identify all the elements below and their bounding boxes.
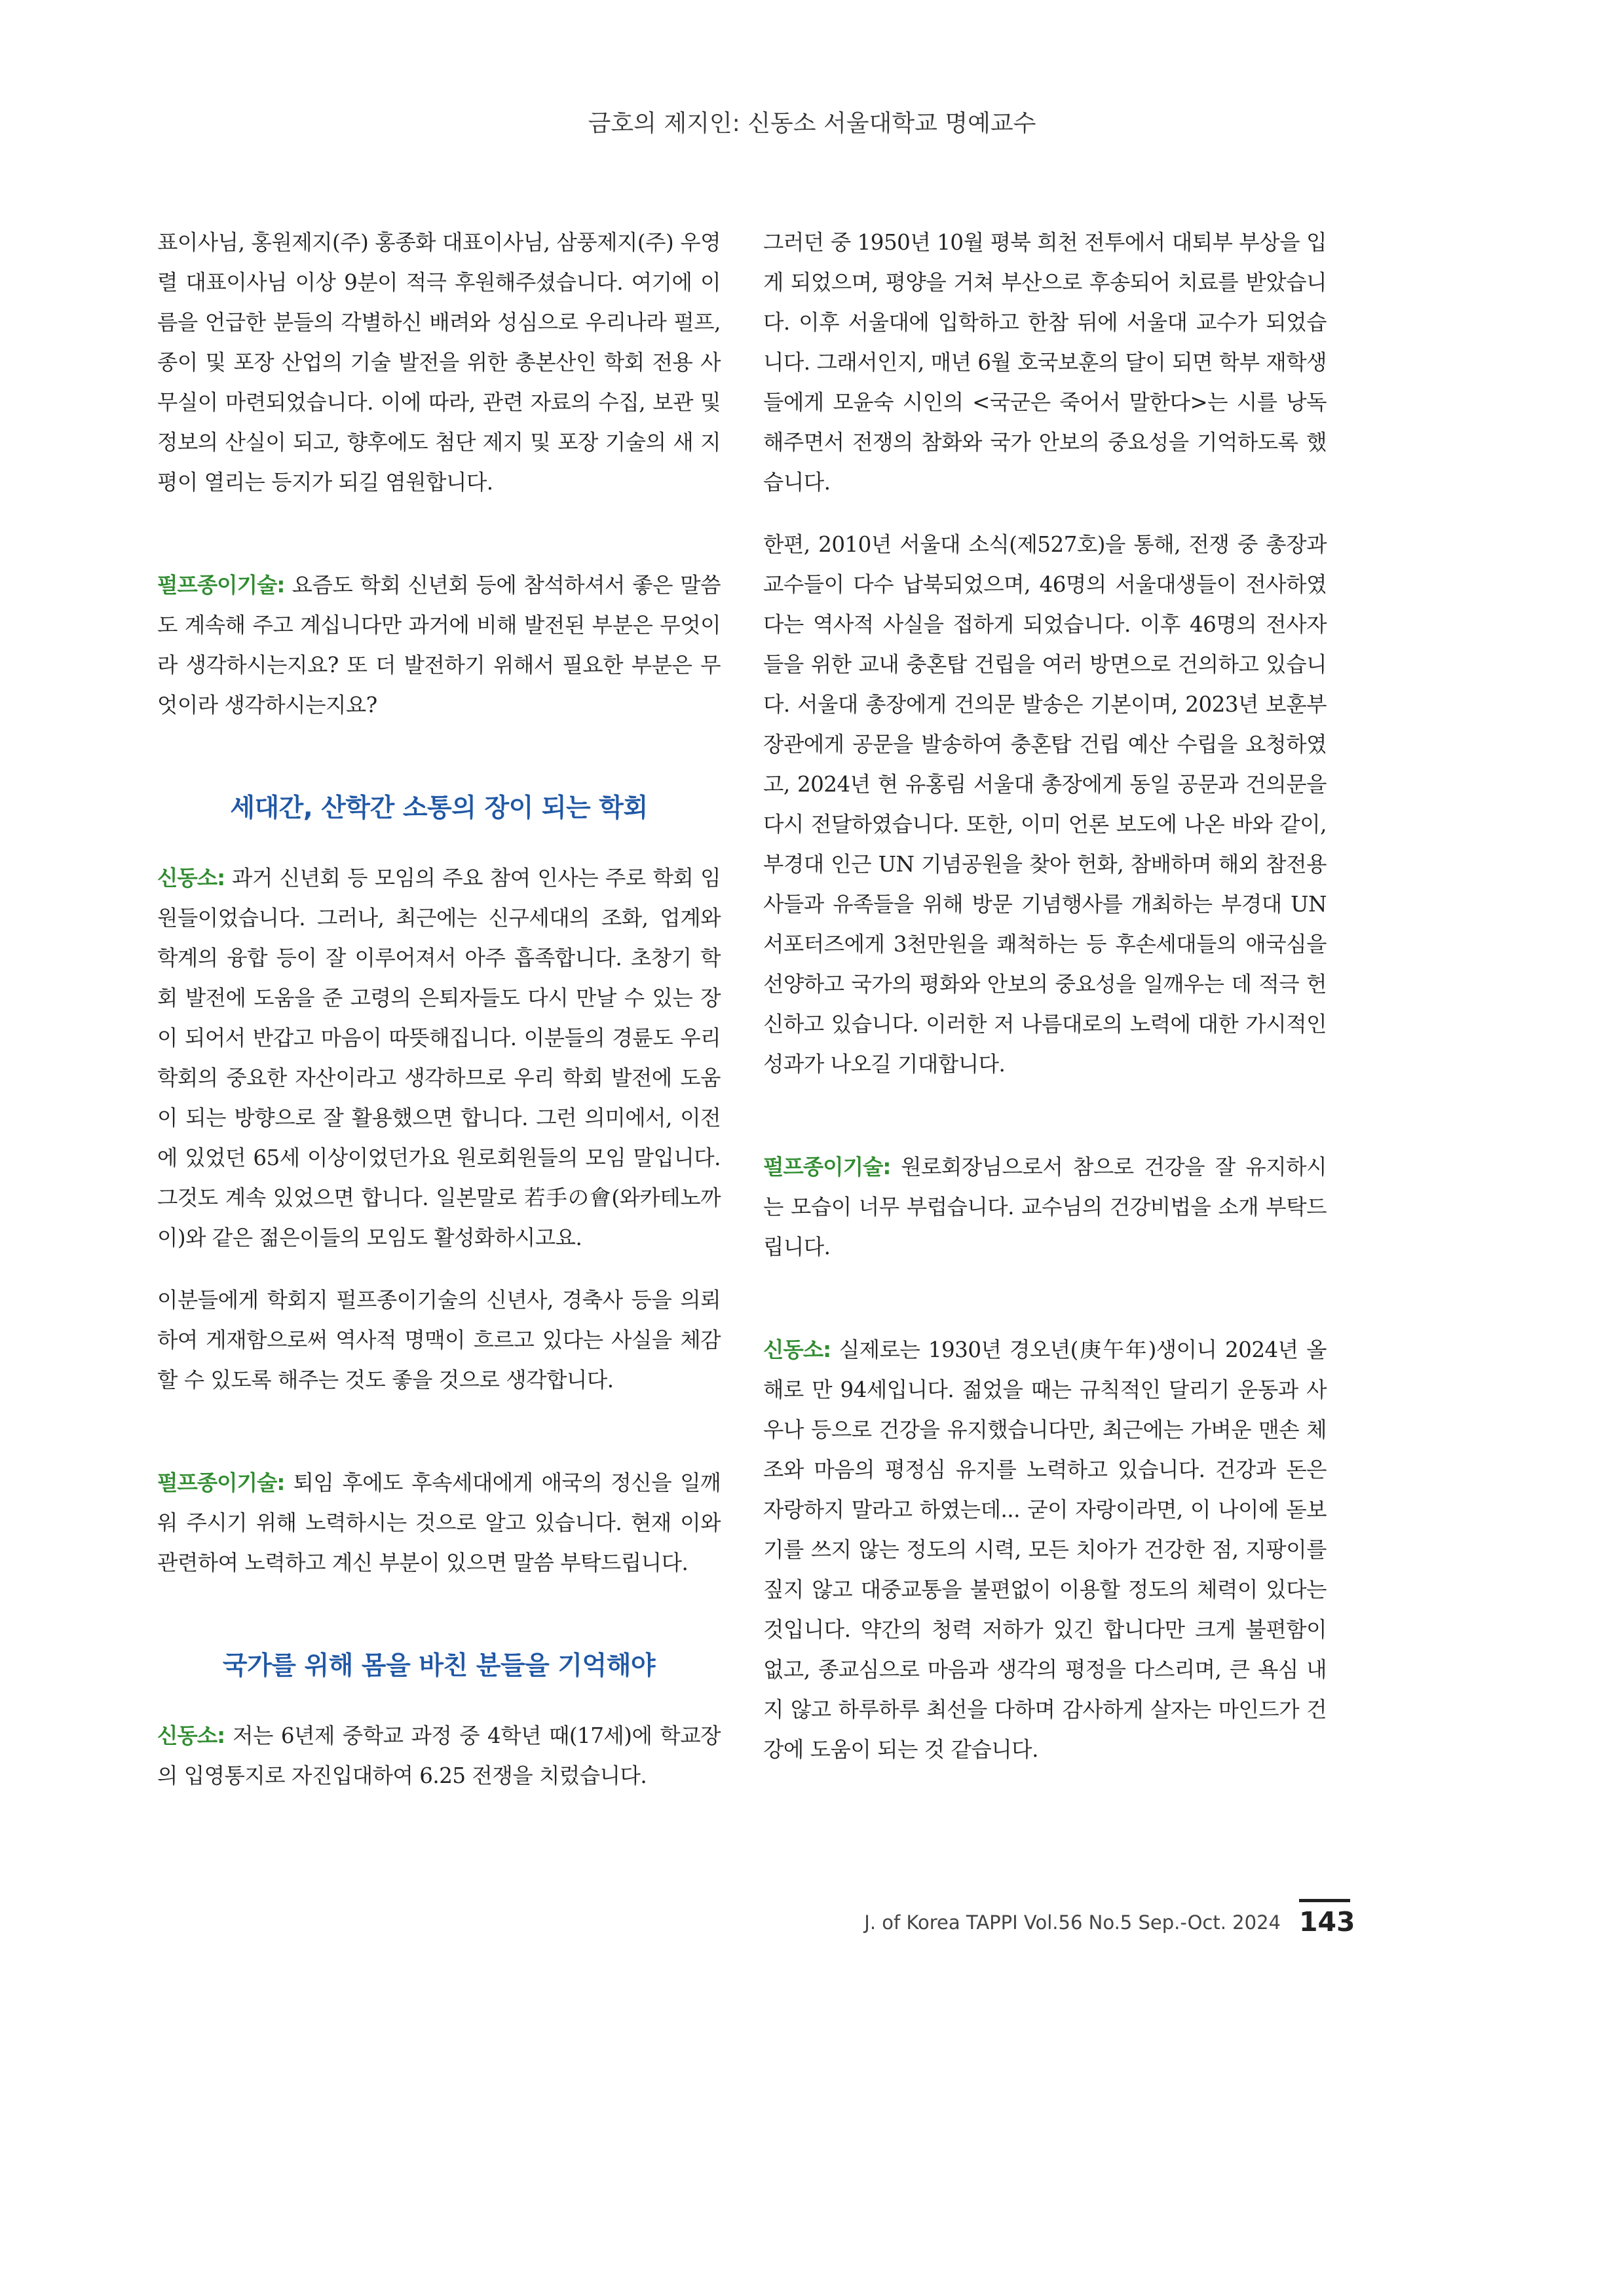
answer-paragraph [763,1330,1327,1770]
answer-text: 실제로는 1930년 경오년(庚午年)생이니 2024년 올해로 만 94세입니다. 젊었을 때는 규칙적인 달리기 운동과 사우나 등으로 건강을 유지했습니다만, 최근에는 가벼운 맨손 체조와 마음의 평정심 유지를 노력하고 있습니다. 건강과 돈은 자랑하지 말라고 하였는데... 굳이 자랑이라면, 이 나이에 돋보기를 쓰지 않는 정도의 시력, 모든 치아가 건강한 점, 지팡이를 짚지 않고 대중교통을 불편없이 이용할 정도의 체력이 있다는 것입니다. 약간의 청력 저하가 있긴 합니다만 크게 불편함이 없고, 종교심으로 마음과 생각의 평정을 다스리며, 큰 욕심 내지 않고 하루하루 최선을 다하며 감사하게 살자는 마인드가 건강에 도움이 되는 것 같습니다. [763,1337,1327,1762]
section-heading: 세대간, 산학간 소통의 장이 되는 학회 [230,794,648,823]
speaker-label: 신동소: [157,866,225,890]
page-number: 143 [1299,1899,1350,1938]
speaker-label: 신동소: [763,1337,831,1362]
journal-citation: J. of Korea TAPPI Vol.56 No.5 Sep.-Oct. 2024 [864,1911,1281,1934]
right-column [763,223,1327,1792]
speaker-label: 신동소: [157,1723,225,1748]
paragraph: 표이사님, 홍원제지(주) 홍종화 대표이사님, 삼풍제지(주) 우영렬 대표이사님 이상 9분이 적극 후원해주셨습니다. 여기에 이름을 언급한 분들의 각별하신 배려와 성심으로 우리나라 펄프, 종이 및 포장 산업의 기술 발전을 위한 총본산인 학회 전용 사무실이 마련되었습니다. 이에 따라, 관련 자료의 수집, 보관 및 정보의 산실이 되고, 향후에도 첨단 제지 및 포장 기술의 새 지평이 열리는 등지가 되길 염원합니다. [157,230,721,495]
running-header: 금호의 제지인: 신동소 서울대학교 명예교수 [588,110,1036,137]
answer-text: 저는 6년제 중학교 과정 중 4학년 때(17세)에 학교장의 입영통지로 자진입대하여 6.25 전쟁을 치렀습니다. [157,1723,721,1788]
question-text: 퇴임 후에도 후속세대에게 애국의 정신을 일깨워 주시기 위해 노력하시는 것으로 알고 있습니다. 현재 이와 관련하여 노력하고 계신 부분이 있으면 말씀 부탁드립니다. [157,1470,721,1575]
question-paragraph [157,1463,721,1583]
left-column [157,223,721,1818]
speaker-label: 펄프종이기술: [763,1155,891,1179]
speaker-label: 펄프종이기술: [157,1470,285,1495]
section-heading: 국가를 위해 몸을 바친 분들을 기억해야 [222,1651,656,1681]
question-text: 요즘도 학회 신년회 등에 참석하셔서 좋은 말씀도 계속해 주고 계십니다만 과거에 비해 발전된 부분은 무엇이라 생각하시는지요? 또 더 발전하기 위해서 필요한 부분은 무엇이라 생각하시는지요? [157,573,721,718]
question-paragraph [763,1147,1327,1267]
question-text: 원로회장님으로서 참으로 건강을 잘 유지하시는 모습이 너무 부럽습니다. 교수님의 건강비법을 소개 부탁드립니다. [763,1155,1327,1259]
answer-paragraph [157,858,721,1258]
speaker-label: 펄프종이기술: [157,573,285,598]
answer-paragraph [157,1716,721,1796]
answer-text: 과거 신년회 등 모임의 주요 참여 인사는 주로 학회 임원들이었습니다. 그러나, 최근에는 신구세대의 조화, 업계와 학계의 융합 등이 잘 이루어져서 아주 흡족합니다. 초창기 학회 발전에 도움을 준 고령의 은퇴자들도 다시 만날 수 있는 장이 되어서 반갑고 마음이 따뜻해집니다. 이분들의 경륜도 우리 학회의 중요한 자산이라고 생각하므로 우리 학회 발전에 도움이 되는 방향으로 잘 활용했으면 합니다. 그런 의미에서, 이전에 있었던 65세 이상이었던가요 원로회원들의 모임 말입니다. 그것도 계속 있었으면 합니다. 일본말로 若手の會(와카테노까이)와 같은 젊은이들의 모임도 활성화하시고요. [157,866,721,1250]
question-paragraph [157,565,721,725]
paragraph: 그러던 중 1950년 10월 평북 희천 전투에서 대퇴부 부상을 입게 되었으며, 평양을 거쳐 부산으로 후송되어 치료를 받았습니다. 이후 서울대에 입학하고 한참 뒤에 서울대 교수가 되었습니다. 그래서인지, 매년 6월 호국보훈의 달이 되면 학부 재학생들에게 모윤숙 시인의 <국군은 죽어서 말한다>는 시를 낭독해주면서 전쟁의 참화와 국가 안보의 중요성을 기억하도록 했습니다. [763,230,1327,495]
paragraph: 이분들에게 학회지 펄프종이기술의 신년사, 경축사 등을 의뢰하여 게재함으로써 역사적 명맥이 흐르고 있다는 사실을 체감할 수 있도록 해주는 것도 좋을 것으로 생각합니다. [157,1288,721,1392]
paragraph: 한편, 2010년 서울대 소식(제527호)을 통해, 전쟁 중 총장과 교수들이 다수 납북되었으며, 46명의 서울대생들이 전사하였다는 역사적 사실을 접하게 되었습니다. 이후 46명의 전사자들을 위한 교내 충혼탑 건립을 여러 방면으로 건의하고 있습니다. 서울대 총장에게 건의문 발송은 기본이며, 2023년 보훈부 장관에게 공문을 발송하여 충혼탑 건립 예산 수립을 요청하였고, 2024년 현 유홍림 서울대 총장에게 동일 공문과 건의문을 다시 전달하였습니다. 또한, 이미 언론 보도에 나온 바와 같이, 부경대 인근 UN 기념공원을 찾아 헌화, 참배하며 해외 참전용사들과 유족들을 위해 방문 기념행사를 개최하는 부경대 UN서포터즈에게 3천만원을 쾌척하는 등 후손세대들의 애국심을 선양하고 국가의 평화와 안보의 중요성을 일깨우는 데 적극 헌신하고 있습니다. 이러한 저 나름대로의 노력에 대한 가시적인 성과가 나오길 기대합니다. [763,532,1327,1077]
page-footer [864,1898,1355,1938]
